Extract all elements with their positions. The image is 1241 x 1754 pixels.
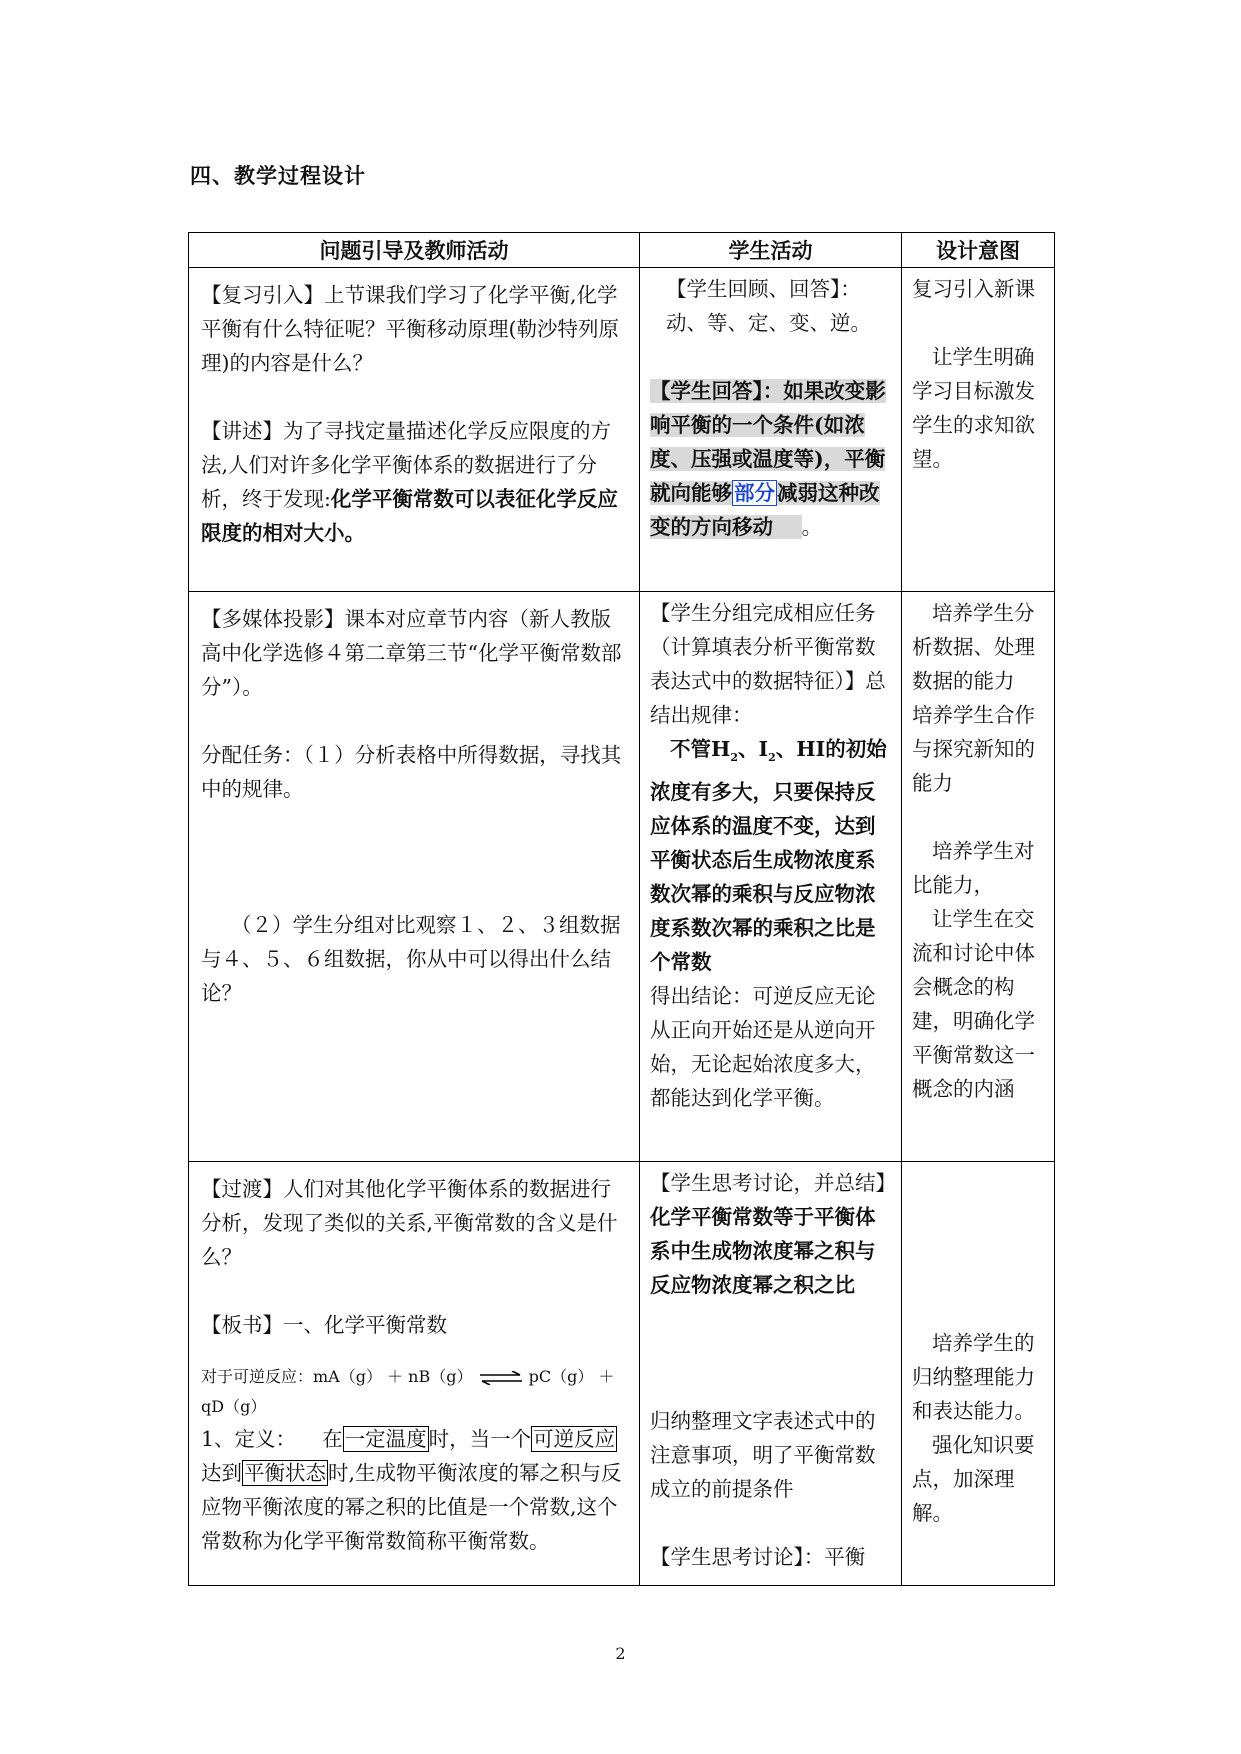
reaction-equation: 对于可逆反应：mA（g） ＋ nB（g） pC（g） ＋ qD（g） [201, 1367, 615, 1416]
review-intro-text: 【复习引入】上节课我们学习了化学平衡,化学平衡有什么特征呢？平衡移动原理(勒沙特列原理)的内容是什么？ [201, 283, 619, 375]
teaching-process-table [188, 232, 1055, 1586]
teacher-cell-2 [189, 592, 640, 1162]
boxed-term: 可逆反应 [533, 1427, 616, 1451]
table-row [189, 268, 1055, 592]
header-teacher-activity: 问题引导及教师活动 [189, 233, 640, 268]
intent-text: 培养学生合作与探究新知的能力 [912, 703, 1035, 795]
intent-cell-2 [902, 592, 1055, 1162]
student-recall-text: 【学生回顾、回答】：动、等、定、变、逆。 [666, 277, 871, 335]
student-cell-2 [640, 592, 902, 1162]
header-student-activity: 学生活动 [640, 233, 902, 268]
student-rule-text: 不管$H_2$、$I_2$、HI的初始浓度有多大，只要保持反应体系的温度不变，达到平衡状态后生成物浓度系数次幂的乘积与反应物浓度系数次幂的乘积之比是个常数 [650, 737, 887, 975]
explain-text: 【讲述】为了寻找定量描述化学反应限度的方法,人们对许多化学平衡体系的数据进行了分析，终于发现:化学平衡常数可以表征化学反应限度的相对大小。 [201, 419, 618, 545]
page-number: 2 [615, 1644, 626, 1663]
intent-text: 让学生在交流和讨论中体会概念的构建，明确化学平衡常数这一概念的内涵 [912, 907, 1035, 1101]
student-answer-text: 【学生回答】：如果改变影响平衡的一个条件(如浓度、压强或温度等)，平衡就向能够部分减弱这种改变的方向移动 。 [650, 379, 886, 539]
equilibrium-arrow-icon [478, 1371, 524, 1385]
student-group-text: 【学生分组完成相应任务（计算填表分析平衡常数表达式中的数据特征）】总结出规律： [650, 601, 886, 727]
table-header-row [189, 233, 1055, 268]
intent-text: 培养学生对比能力， [912, 839, 1035, 897]
intent-text: 复习引入新课 [912, 277, 1035, 301]
highlighted-word: 部分 [734, 481, 775, 505]
board-text: 【板书】一、化学平衡常数 [201, 1313, 447, 1337]
student-discuss-text: 【学生思考讨论，并总结】化学平衡常数等于平衡体系中生成物浓度幂之积与反应物浓度幂之积之比 [650, 1171, 896, 1297]
task-two-text: （２）学生分组对比观察１、２、３组数据与４、５、６组数据，你从中可以得出什么结论？ [201, 913, 621, 1005]
student-conclusion-text: 得出结论：可逆反应无论从正向开始还是从逆向开始，无论起始浓度多大，都能达到化学平衡。 [650, 984, 876, 1111]
explain-bold-text: 化学平衡常数可以表征化学反应限度的相对大小。 [201, 487, 618, 545]
transition-text: 【过渡】人们对其他化学平衡体系的数据进行分析，发现了类似的关系,平衡常数的含义是什么？ [201, 1177, 618, 1269]
intent-text: 强化知识要点，加深理解。 [912, 1433, 1035, 1525]
student-summary-text: 归纳整理文字表述式中的注意事项，明了平衡常数成立的前提条件 [650, 1409, 876, 1501]
intent-text: 让学生明确学习目标激发学生的求知欲望。 [912, 345, 1035, 471]
definition-text: 1、定义： 在一定温度时，当一个可逆反应达到平衡状态时,生成物平衡浓度的幂之积与反应物平衡浓度的幂之积的比值是一个常数,这个常数称为化学平衡常数简称平衡常数。 [201, 1427, 622, 1553]
media-projection-text: 【多媒体投影】课本对应章节内容（新人教版高中化学选修４第二章第三节“化学平衡常数部分”）。 [201, 607, 622, 699]
task-one-text: 分配任务：（１）分析表格中所得数据，寻找其中的规律。 [201, 743, 622, 801]
intent-text: 培养学生分析数据、处理数据的能力 [912, 601, 1035, 693]
intent-cell-1 [902, 268, 1055, 592]
header-design-intent: 设计意图 [902, 233, 1055, 268]
teacher-cell-3 [189, 1162, 640, 1586]
boxed-term: 平衡状态 [244, 1461, 326, 1485]
table-row [189, 592, 1055, 1162]
student-cell-3 [640, 1162, 902, 1586]
student-cell-1 [640, 268, 902, 592]
teacher-cell-1 [189, 268, 640, 592]
table-row [189, 1162, 1055, 1586]
student-discuss2-text: 【学生思考讨论】：平衡 [650, 1545, 866, 1569]
section-heading: 四、教学过程设计 [190, 164, 366, 188]
intent-cell-3 [902, 1162, 1055, 1586]
boxed-term: 一定温度 [344, 1427, 427, 1451]
intent-text: 培养学生的归纳整理能力和表达能力。 [912, 1331, 1035, 1423]
